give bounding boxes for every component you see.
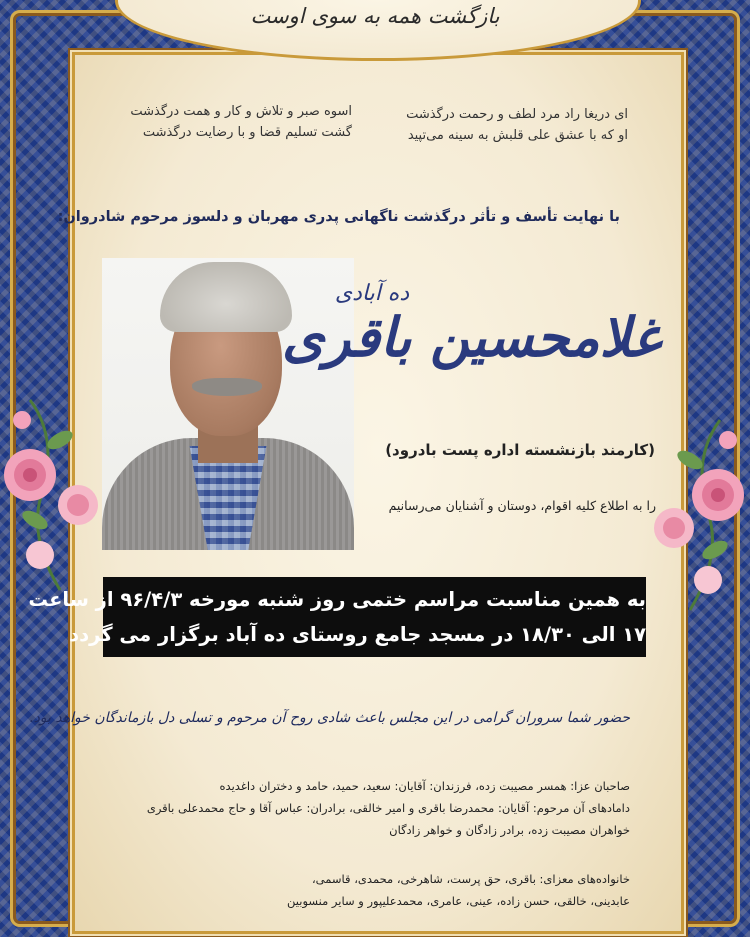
intro-text: با نهایت تأسف و تأثر درگذشت ناگهانی پدری مهربان و دلسوز مرحوم شادروان:: [57, 209, 620, 225]
rose-bouquet-left-icon: [0, 380, 110, 600]
verse-line: او که با عشق علی قلبش به سینه می‌تپید: [407, 128, 628, 143]
verse-right: [398, 104, 628, 146]
verse-left: [122, 101, 352, 143]
ceremony-line: ۱۷ الی ۱۸/۳۰ در مسجد جامع روستای ده آباد برگزار می گردد: [69, 623, 646, 646]
deceased-name: غلامحسین باقری: [282, 305, 660, 369]
relatives-list: [130, 868, 630, 912]
family-list: [130, 775, 630, 841]
rose-bouquet-right-icon: [640, 400, 750, 620]
family-line: خواهران مصیبت زده، برادر زادگان و خواهر زادگان: [389, 823, 630, 837]
relatives-line: عابدینی، خالقی، حسن زاده، عینی، عامری، محمدعلیپور و سایر منسوبین: [287, 894, 630, 908]
name-block: [282, 275, 660, 415]
verse-line: اسوه صبر و تلاش و کار و همت درگذشت: [130, 104, 352, 119]
verse-line: ای دریغا راد مرد لطف و رحمت درگذشت: [406, 107, 628, 122]
ceremony-line: به همین مناسبت مراسم ختمی روز شنبه مورخه ۹۶/۴/۳ از ساعت: [28, 588, 646, 611]
ceremony-banner: [28, 577, 646, 657]
surname-suffix: ده آبادی: [334, 281, 410, 306]
verse-line: گشت تسلیم قضا و با رضایت درگذشت: [142, 125, 352, 140]
relatives-line: خانواده‌های معزای: باقری، حق پرست، شاهرخی، محمدی، قاسمی،: [311, 872, 630, 886]
family-line: دامادهای آن مرحوم: آقایان: محمدرضا باقری و امیر خالقی، برادران: عباس آقا و حاج محمدعلی باقری: [146, 801, 630, 815]
request-text: حضور شما سروران گرامی در این مجلس باعث شادی روح آن مرحوم و تسلی دل بازماندگان خواهد بود.: [29, 710, 630, 726]
notify-text: را به اطلاع کلیه اقوام، دوستان و آشنایان می‌رسانیم: [388, 498, 656, 513]
header-title: بازگشت همه به سوی اوست: [250, 4, 500, 28]
deceased-title: (کارمند بازنشسته اداره پست بادرود): [385, 441, 655, 459]
family-line: صاحبان عزا: همسر مصیبت زده، فرزندان: آقایان: سعید، حمید، حامد و دختران داغدیده: [219, 779, 630, 793]
